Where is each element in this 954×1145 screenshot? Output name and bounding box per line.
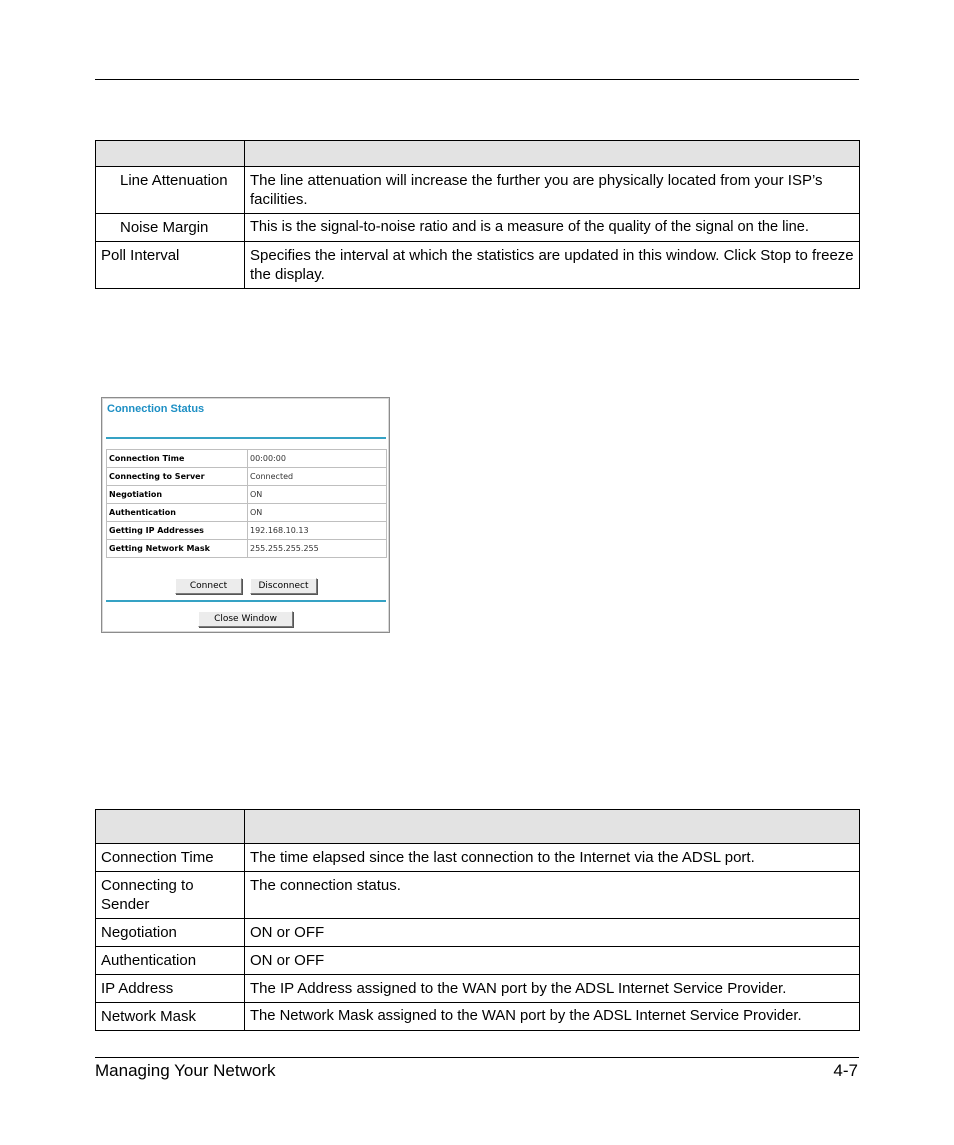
status-row <box>107 468 387 486</box>
status-row <box>107 522 387 540</box>
connect-button[interactable]: Connect <box>175 578 242 594</box>
table-row <box>96 919 860 947</box>
footer-page-number: 4-7 <box>833 1061 858 1080</box>
row-term: Network Mask <box>96 1003 245 1031</box>
table-row <box>96 975 860 1003</box>
status-label: Getting IP Addresses <box>107 522 248 540</box>
connection-status-grid <box>106 449 387 558</box>
status-value: ON <box>248 504 387 522</box>
row-description: Specifies the interval at which the statistics are updated in this window. Click Stop to freeze the display. <box>245 242 860 289</box>
row-description: ON or OFF <box>245 947 860 975</box>
header-cell <box>245 141 860 167</box>
status-value: 255.255.255.255 <box>248 540 387 558</box>
status-label: Connecting to Server <box>107 468 248 486</box>
row-term: Poll Interval <box>96 242 245 289</box>
status-label: Negotiation <box>107 486 248 504</box>
row-term: Connecting to Sender <box>96 872 245 919</box>
disconnect-button[interactable]: Disconnect <box>250 578 317 594</box>
table-row <box>96 947 860 975</box>
header-rule <box>95 79 859 80</box>
status-row <box>107 486 387 504</box>
table-row <box>96 214 860 242</box>
footer-rule <box>95 1057 859 1058</box>
button-divider <box>106 600 386 602</box>
status-row <box>107 540 387 558</box>
row-description: The IP Address assigned to the WAN port by the ADSL Internet Service Provider. <box>245 975 860 1003</box>
header-cell <box>245 810 860 844</box>
row-term: Connection Time <box>96 844 245 872</box>
status-row <box>107 504 387 522</box>
panel-title: Connection Status <box>107 403 205 415</box>
title-divider <box>106 437 386 439</box>
row-description: The connection status. <box>245 872 860 919</box>
row-term: Negotiation <box>96 919 245 947</box>
footer-chapter-title: Managing Your Network <box>95 1061 276 1080</box>
table-row <box>96 872 860 919</box>
row-description: The line attenuation will increase the further you are physically located from your ISP’s facilities. <box>245 167 860 214</box>
header-cell <box>96 810 245 844</box>
row-description: ON or OFF <box>245 919 860 947</box>
table-header-row <box>96 141 860 167</box>
connection-status-window <box>101 397 390 633</box>
row-term: Noise Margin <box>96 214 245 242</box>
table-row <box>96 1003 860 1031</box>
status-value: Connected <box>248 468 387 486</box>
row-term: Line Attenuation <box>96 167 245 214</box>
table-row <box>96 167 860 214</box>
row-description: This is the signal-to-noise ratio and is a measure of the quality of the signal on the line. <box>245 214 860 242</box>
status-row <box>107 450 387 468</box>
status-label: Connection Time <box>107 450 248 468</box>
table-row <box>96 844 860 872</box>
status-label: Getting Network Mask <box>107 540 248 558</box>
connection-status-fields-table <box>95 809 860 1031</box>
statistics-table <box>95 140 860 289</box>
close-window-button[interactable]: Close Window <box>198 611 293 627</box>
status-value: 00:00:00 <box>248 450 387 468</box>
status-value: ON <box>248 486 387 504</box>
row-term: IP Address <box>96 975 245 1003</box>
header-cell <box>96 141 245 167</box>
table-header-row <box>96 810 860 844</box>
status-label: Authentication <box>107 504 248 522</box>
row-description: The Network Mask assigned to the WAN port by the ADSL Internet Service Provider. <box>245 1003 860 1031</box>
status-value: 192.168.10.13 <box>248 522 387 540</box>
row-description: The time elapsed since the last connection to the Internet via the ADSL port. <box>245 844 860 872</box>
row-term: Authentication <box>96 947 245 975</box>
table-row <box>96 242 860 289</box>
